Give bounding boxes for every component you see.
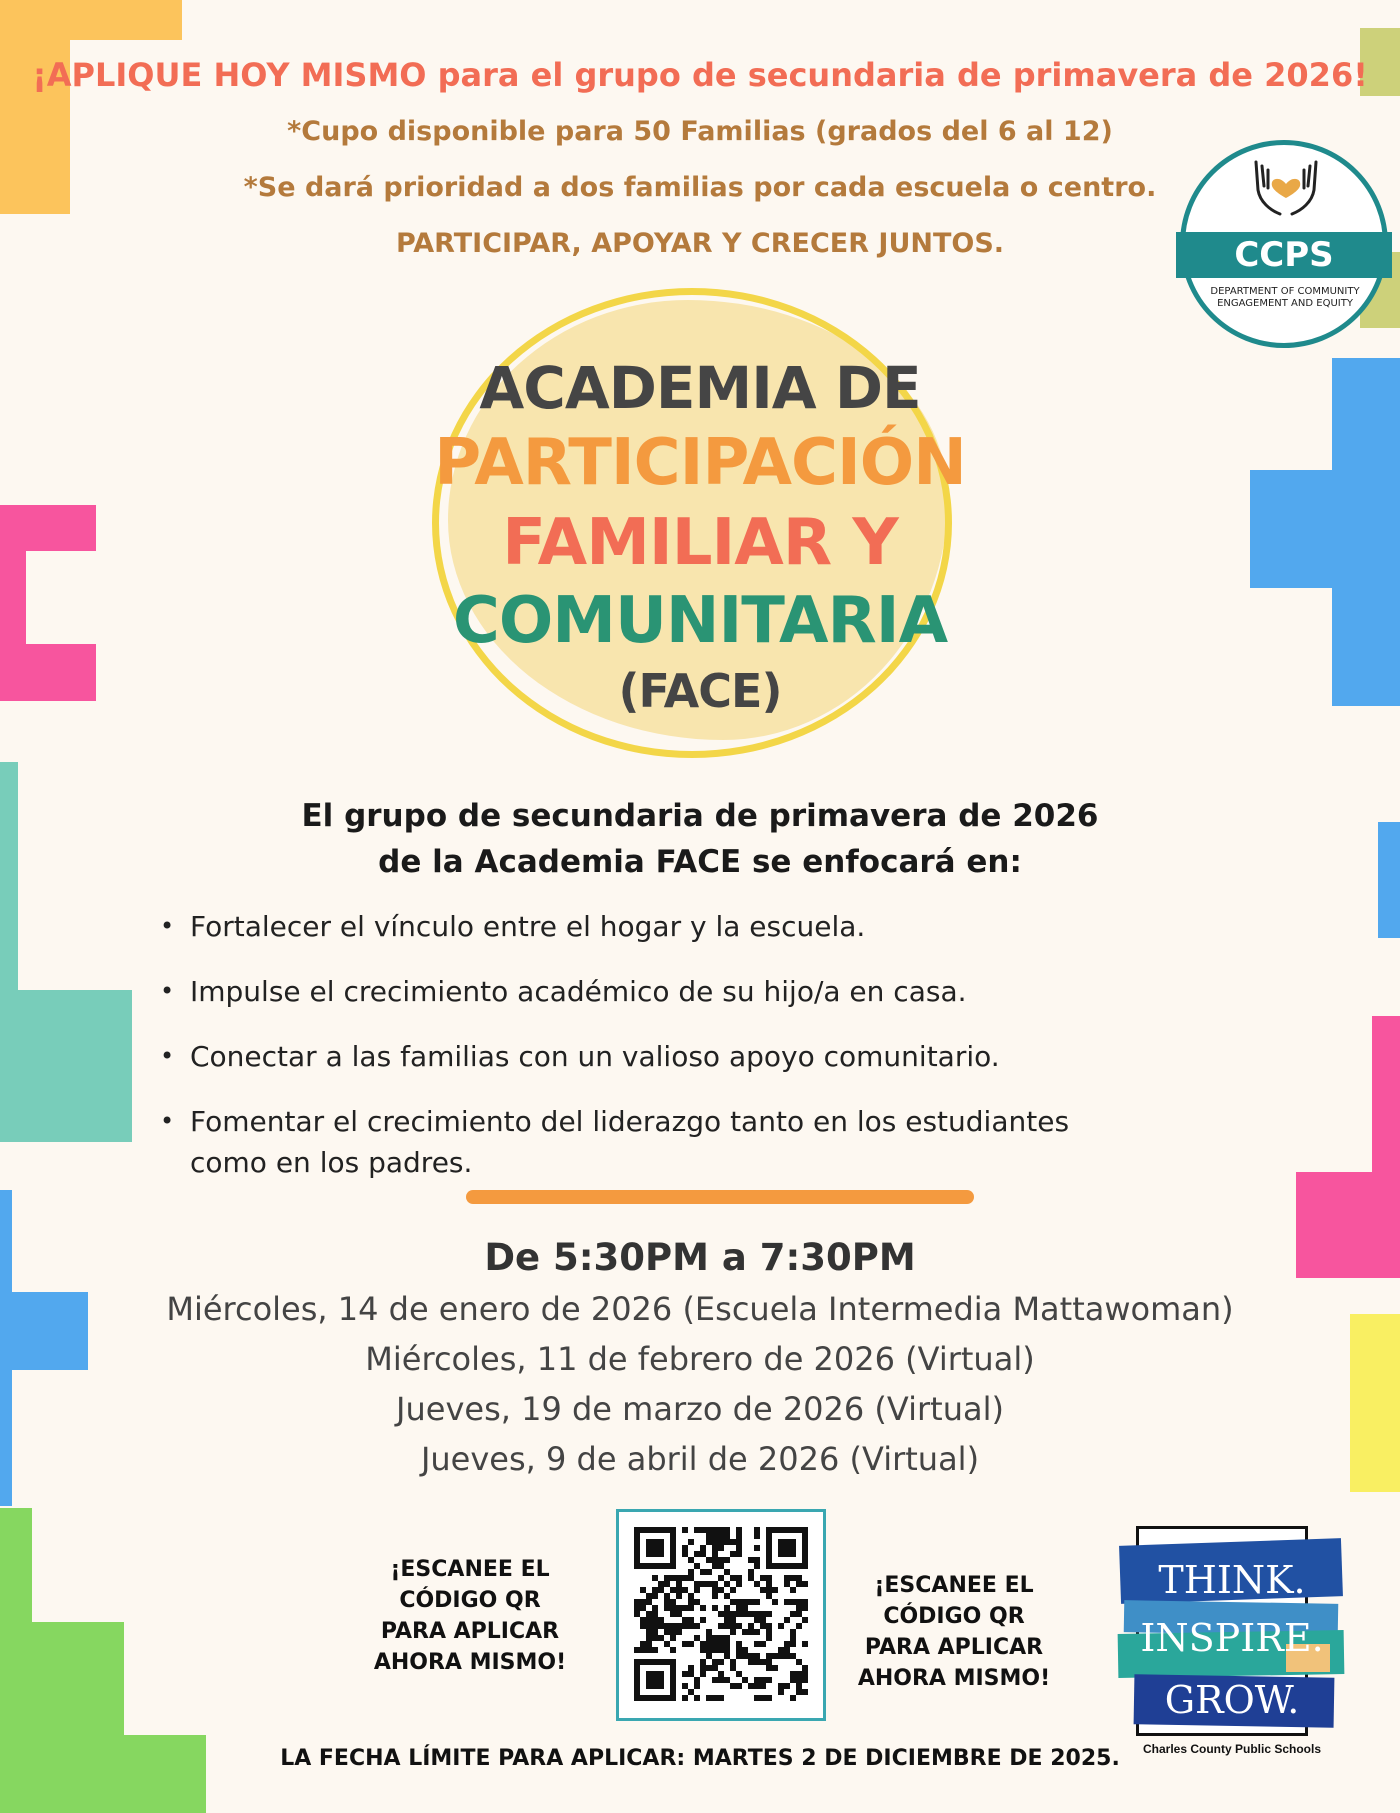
scan-text-line: AHORA MISMO! — [373, 1650, 567, 1675]
focus-item: • Fortalecer el vínculo entre el hogar y la escuela. — [160, 906, 1180, 947]
scan-text-line: CÓDIGO QR — [399, 1588, 541, 1613]
scan-text-line: PARA APLICAR — [864, 1635, 1044, 1660]
tig-line: THINK. — [1158, 1558, 1306, 1602]
focus-item: • Fomentar el crecimiento del liderazgo tanto en los estudiantes como en los padres. — [160, 1101, 1150, 1183]
spots-available-line: *Cupo disponible para 50 Familias (grados del 6 al 12) — [287, 116, 1113, 147]
title-line-face: (FACE) — [618, 664, 782, 718]
focus-item: • Impulse el crecimiento académico de su hijo/a en casa. — [160, 971, 1180, 1012]
session-date: Miércoles, 11 de febrero de 2026 (Virtual) — [365, 1340, 1035, 1378]
tig-caption: Charles County Public Schools — [1142, 1742, 1322, 1756]
session-date: Jueves, 9 de abril de 2026 (Virtual) — [420, 1440, 980, 1478]
scan-text-line: ¡ESCANEE EL — [390, 1557, 550, 1582]
ccps-logo — [1176, 140, 1392, 352]
deco-block-green — [0, 1735, 206, 1813]
scan-text-line: PARA APLICAR — [380, 1619, 560, 1644]
tig-line: INSPIRE. — [1140, 1616, 1324, 1660]
session-time: De 5:30PM a 7:30PM — [484, 1236, 916, 1279]
title-line-familiar: FAMILIAR Y — [502, 506, 898, 580]
scan-text-line: AHORA MISMO! — [857, 1666, 1051, 1691]
motto-line: PARTICIPAR, APOYAR Y CRECER JUNTOS. — [395, 228, 1005, 259]
scan-qr-text-right — [834, 1570, 1074, 1694]
ccps-department-text: DEPARTMENT OF COMMUNITY ENGAGEMENT AND EQUITY — [1210, 286, 1360, 309]
hands-heart-icon — [1246, 154, 1326, 218]
session-date: Miércoles, 14 de enero de 2026 (Escuela Intermedia Mattawoman) — [166, 1290, 1234, 1328]
tig-line: GROW. — [1164, 1678, 1300, 1722]
title-line-academia: ACADEMIA DE — [479, 354, 921, 422]
priority-line: *Se dará prioridad a dos familias por cada escuela o centro. — [243, 172, 1157, 203]
title-line-participacion: PARTICIPACIÓN — [434, 426, 966, 500]
scan-text-line: ¡ESCANEE EL — [874, 1573, 1034, 1598]
qr-code-image — [619, 1512, 823, 1718]
focus-item: • Conectar a las familias con un valioso apoyo comunitario. — [160, 1036, 1180, 1077]
deco-block-teal — [0, 990, 132, 1142]
application-deadline: LA FECHA LÍMITE PARA APLICAR: MARTES 2 DE DICIEMBRE DE 2025. — [280, 1746, 1120, 1771]
apply-now-headline: ¡APLIQUE HOY MISMO para el grupo de secundaria de primavera de 2026! — [32, 56, 1368, 94]
session-date: Jueves, 19 de marzo de 2026 (Virtual) — [396, 1390, 1004, 1428]
think-inspire-grow-logo — [1116, 1520, 1348, 1760]
ccps-logo-name: CCPS — [1234, 235, 1334, 275]
qr-code[interactable] — [616, 1509, 826, 1721]
focus-title-line1: El grupo de secundaria de primavera de 2026 — [301, 798, 1099, 834]
title-line-comunitaria: COMUNITARIA — [452, 584, 948, 658]
orange-brush-divider — [466, 1190, 974, 1204]
focus-title-line2: de la Academia FACE se enfocará en: — [378, 844, 1022, 880]
scan-text-line: CÓDIGO QR — [883, 1604, 1025, 1629]
scan-qr-text-left — [350, 1554, 590, 1678]
focus-list — [160, 906, 1180, 1207]
